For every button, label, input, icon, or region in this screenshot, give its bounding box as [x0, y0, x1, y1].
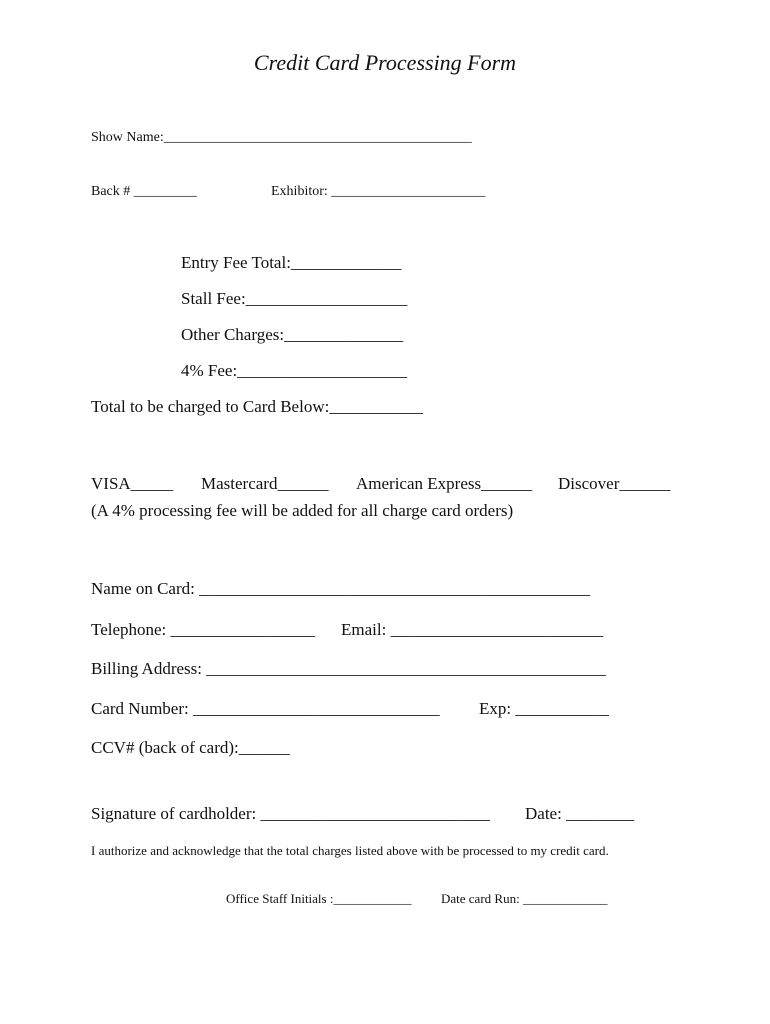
stall-fee-field[interactable]: Stall Fee:___________________ [181, 289, 408, 308]
processing-fee-field[interactable]: 4% Fee:____________________ [181, 361, 408, 380]
back-number-field[interactable]: Back # _________ [91, 184, 197, 199]
visa-option[interactable]: VISA_____ [91, 474, 174, 493]
ccv-field[interactable]: CCV# (back of card):______ [91, 738, 290, 757]
expiration-field[interactable]: Exp: ___________ [479, 699, 609, 718]
other-charges-field[interactable]: Other Charges:______________ [181, 325, 404, 344]
billing-address-field[interactable]: Billing Address: _______________________________________________ [91, 659, 606, 678]
entry-fee-total-field[interactable]: Entry Fee Total:_____________ [181, 253, 402, 272]
authorization-statement: I authorize and acknowledge that the total charges listed above with be processed to my credit card. [91, 843, 609, 858]
email-field[interactable]: Email: _________________________ [341, 620, 604, 639]
total-charged-field[interactable]: Total to be charged to Card Below:___________ [91, 397, 423, 416]
signature-field[interactable]: Signature of cardholder: ___________________________ [91, 804, 490, 823]
card-number-field[interactable]: Card Number: _____________________________ [91, 699, 440, 718]
date-card-run-field[interactable]: Date card Run: _____________ [441, 891, 608, 906]
form-title: Credit Card Processing Form [253, 50, 517, 75]
name-on-card-field[interactable]: Name on Card: ______________________________________________ [91, 579, 591, 598]
processing-fee-notice: (A 4% processing fee will be added for all charge card orders) [91, 501, 514, 520]
telephone-field[interactable]: Telephone: _________________ [91, 620, 316, 639]
show-name-field[interactable]: Show Name:____________________________________________ [91, 130, 472, 145]
office-staff-initials-field[interactable]: Office Staff Initials :____________ [226, 891, 412, 906]
signature-date-field[interactable]: Date: ________ [525, 804, 635, 823]
exhibitor-field[interactable]: Exhibitor: ______________________ [271, 184, 486, 199]
discover-option[interactable]: Discover______ [558, 474, 671, 493]
mastercard-option[interactable]: Mastercard______ [201, 474, 329, 493]
american-express-option[interactable]: American Express______ [356, 474, 533, 493]
